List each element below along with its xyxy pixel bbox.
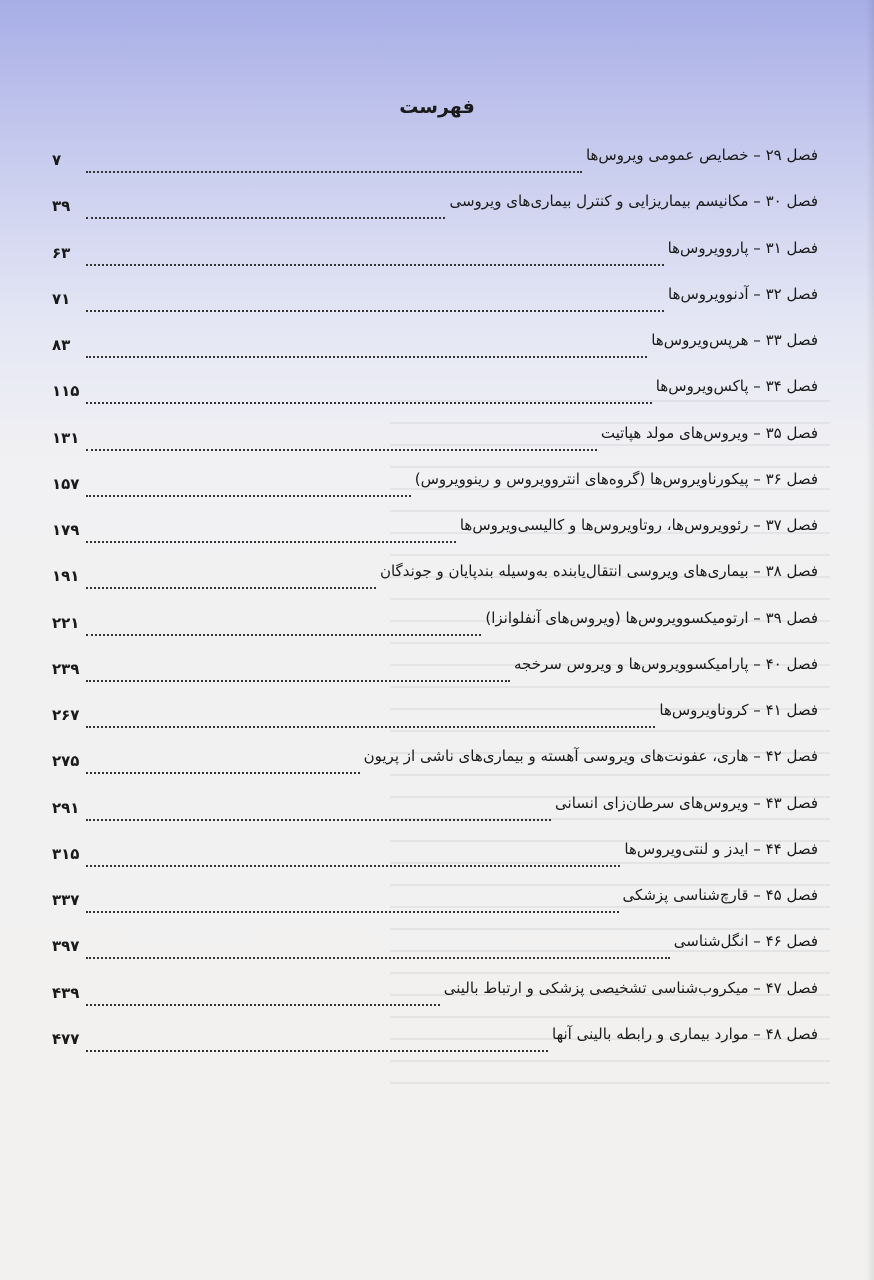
toc-dot-leader xyxy=(86,310,664,312)
toc-entry xyxy=(52,1017,818,1063)
page-title: فهرست xyxy=(399,96,475,118)
toc-entry xyxy=(52,277,818,323)
toc-entry-page-number: ۳۹۷ xyxy=(52,937,80,956)
toc-entry-page-number: ۲۳۹ xyxy=(52,659,80,678)
toc-entry-page-number: ۸۳ xyxy=(52,336,71,354)
toc-dot-leader xyxy=(86,911,619,913)
toc-entry-page-number: ۶۳ xyxy=(52,243,71,262)
toc-dot-leader xyxy=(86,495,411,497)
toc-entry-title: فصل ۴۷ – میکروب‌شناسی تشخیصی پزشکی و ارتباط بالینی xyxy=(443,978,818,997)
toc-entry xyxy=(52,878,818,924)
toc-entry-title: فصل ۳۲ – آدنوویروس‌ها xyxy=(668,284,818,303)
toc-entry xyxy=(52,924,818,970)
toc-entry xyxy=(52,369,818,415)
toc-entry-page-number: ۱۵۷ xyxy=(52,474,80,493)
toc-entry-page-number: ۴۳۹ xyxy=(52,983,80,1002)
page-edge-shadow xyxy=(866,0,874,1280)
toc-entry xyxy=(52,508,818,554)
table-of-contents xyxy=(52,138,818,1063)
toc-entry-title: فصل ۳۵ – ویروس‌های مولد هپاتیت xyxy=(600,423,818,442)
toc-entry-title: فصل ۳۶ – پیکورناویروس‌ها (گروه‌های انتروویروس و رینوویروس) xyxy=(414,469,818,488)
toc-entry-title: فصل ۴۶ – انگل‌شناسی xyxy=(673,932,818,951)
toc-dot-leader xyxy=(86,1004,440,1006)
toc-entry-page-number: ۱۱۵ xyxy=(52,382,80,401)
toc-entry xyxy=(52,971,818,1017)
toc-entry-title: فصل ۴۱ – کروناویروس‌ها xyxy=(659,701,818,719)
toc-entry-page-number: ۴۷۷ xyxy=(52,1029,80,1048)
toc-entry-title: فصل ۳۸ – بیماری‌های ویروسی انتقال‌یابنده به‌وسیله بندپایان و جوندگان xyxy=(379,562,818,581)
toc-dot-leader xyxy=(86,634,481,636)
toc-entry-title: فصل ۲۹ – خصایص عمومی ویروس‌ها xyxy=(585,146,818,164)
toc-entry-page-number: ۲۷۵ xyxy=(52,752,80,771)
toc-dot-leader xyxy=(86,819,551,821)
toc-entry-title: فصل ۳۴ – پاکس‌ویروس‌ها xyxy=(655,377,818,396)
toc-entry-title: فصل ۴۳ – ویروس‌های سرطان‌زای انسانی xyxy=(555,793,818,812)
toc-entry xyxy=(52,601,818,647)
toc-entry-title: فصل ۴۴ – ایدز و لنتی‌ویروس‌ها xyxy=(624,839,818,858)
toc-entry xyxy=(52,832,818,878)
toc-dot-leader xyxy=(86,449,597,451)
toc-dot-leader xyxy=(86,217,445,219)
toc-dot-leader xyxy=(86,264,664,266)
toc-dot-leader xyxy=(86,171,582,173)
toc-entry-page-number: ۳۳۷ xyxy=(52,891,80,909)
toc-entry-title: فصل ۳۱ – پاروویروس‌ها xyxy=(667,238,818,257)
toc-dot-leader xyxy=(86,1050,548,1052)
toc-entry-title: فصل ۴۵ – قارچ‌شناسی پزشکی xyxy=(622,886,818,904)
toc-dot-leader xyxy=(86,402,652,404)
toc-entry xyxy=(52,416,818,462)
toc-entry-page-number: ۷ xyxy=(52,151,62,169)
toc-entry-page-number: ۲۲۱ xyxy=(52,613,80,632)
toc-entry-page-number: ۲۶۷ xyxy=(52,706,80,724)
toc-entry-title: فصل ۴۰ – پارامیکسوویروس‌ها و ویروس سرخجه xyxy=(514,654,818,673)
toc-entry-title: فصل ۴۲ – هاری، عفونت‌های ویروسی آهسته و بیماری‌های ناشی از پریون xyxy=(363,747,818,766)
toc-entry-page-number: ۳۹ xyxy=(52,197,71,216)
toc-entry-page-number: ۷۱ xyxy=(52,289,71,308)
toc-entry-page-number: ۱۳۱ xyxy=(52,428,80,447)
toc-entry xyxy=(52,739,818,785)
toc-entry xyxy=(52,786,818,832)
toc-entry-title: فصل ۳۰ – مکانیسم بیماریزایی و کنترل بیماری‌های ویروسی xyxy=(449,192,818,211)
toc-entry xyxy=(52,138,818,184)
toc-entry xyxy=(52,231,818,277)
toc-dot-leader xyxy=(86,865,620,867)
toc-entry-title: فصل ۴۸ – موارد بیماری و رابطه بالینی آنها xyxy=(552,1024,818,1043)
toc-entry-page-number: ۱۹۱ xyxy=(52,567,80,586)
toc-entry xyxy=(52,647,818,693)
toc-entry-page-number: ۳۱۵ xyxy=(52,844,80,863)
toc-entry-title: فصل ۳۷ – رئوویروس‌ها، روتاویروس‌ها و کالیسی‌ویروس‌ها xyxy=(459,516,818,534)
toc-dot-leader xyxy=(86,726,655,728)
toc-dot-leader xyxy=(86,587,376,589)
toc-entry-title: فصل ۳۹ – ارتومیکسوویروس‌ها (ویروس‌های آنفلوانزا) xyxy=(485,608,818,627)
toc-dot-leader xyxy=(86,957,670,959)
toc-entry xyxy=(52,554,818,600)
toc-entry-title: فصل ۳۳ – هرپس‌ویروس‌ها xyxy=(651,331,818,349)
toc-entry xyxy=(52,323,818,369)
toc-dot-leader xyxy=(86,356,647,358)
toc-dot-leader xyxy=(86,541,456,543)
toc-dot-leader xyxy=(86,680,510,682)
toc-entry xyxy=(52,462,818,508)
toc-dot-leader xyxy=(86,772,360,774)
toc-entry-page-number: ۱۷۹ xyxy=(52,521,80,539)
toc-entry-page-number: ۲۹۱ xyxy=(52,798,80,817)
toc-entry xyxy=(52,184,818,230)
toc-entry xyxy=(52,693,818,739)
